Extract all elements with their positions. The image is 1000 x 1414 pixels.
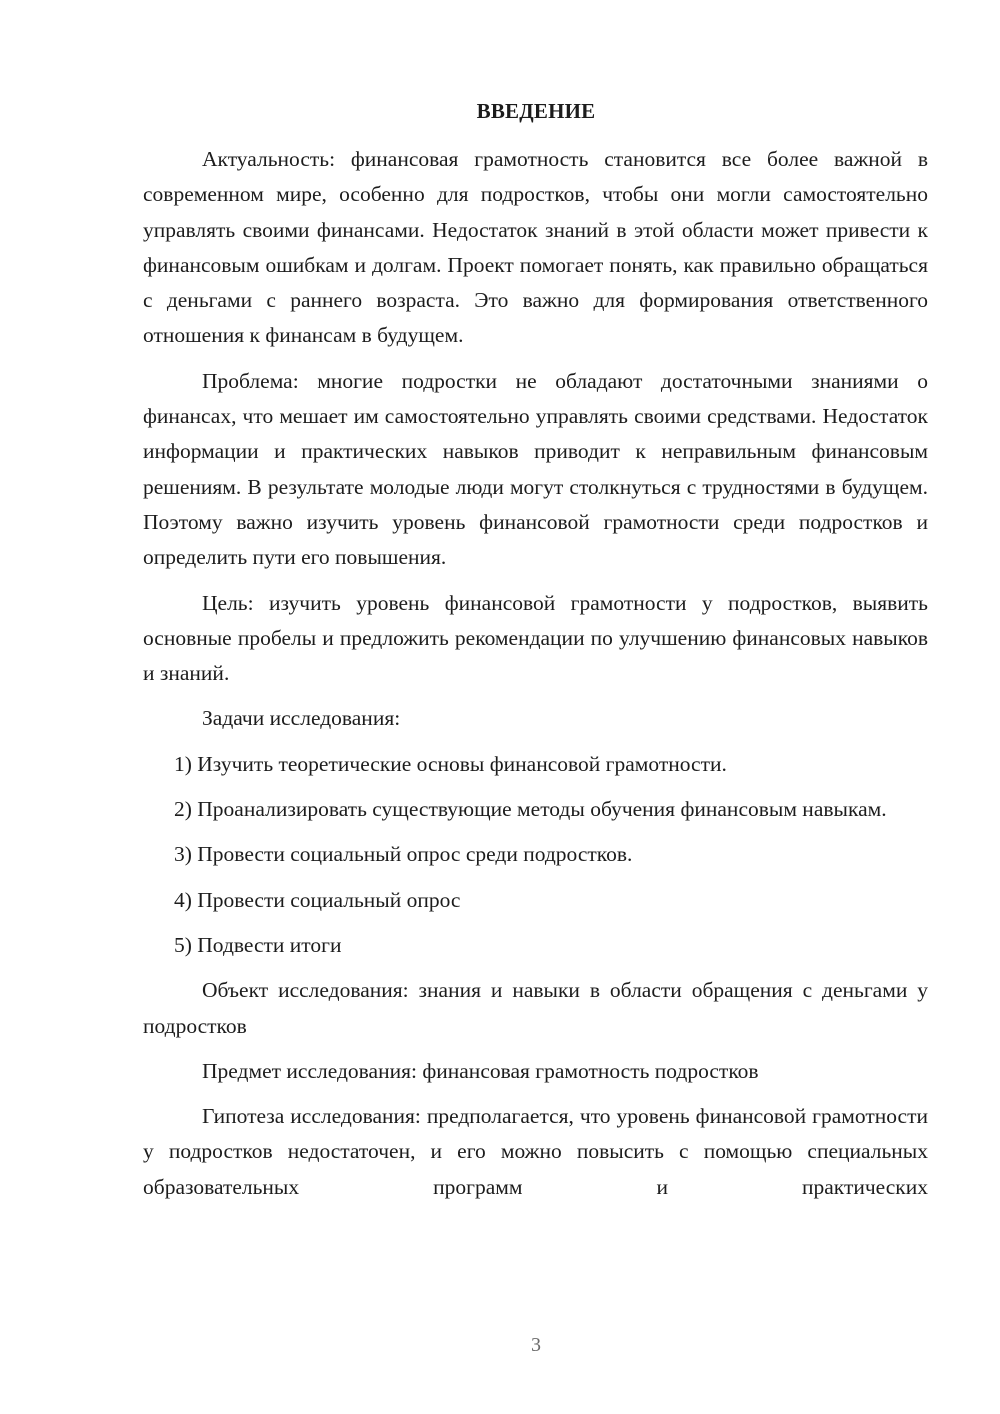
page-title: ВВЕДЕНИЕ: [476, 99, 596, 123]
task-item-3: 3) Провести социальный опрос среди подростков.: [174, 842, 633, 867]
task-item-1: 1) Изучить теоретические основы финансовой грамотности.: [174, 751, 727, 776]
paragraph-relevance: Актуальность: финансовая грамотность становится все более важной в современном мире, особенно для подростков, чтобы они могли самостоятельно управлять своими финансами. Недостаток знаний в этой области может привести к финансовым ошибкам и долгам. Проект помогает понять, как правильно обращаться с деньгами с раннего возраста. Это важно для формирования ответственного отношения к финансам в будущем.: [143, 147, 928, 348]
paragraph-subject: Предмет исследования: финансовая грамотность подростков: [202, 1058, 759, 1083]
task-item-5: 5) Подвести итоги: [174, 932, 342, 957]
paragraph-problem: Проблема: многие подростки не обладают достаточными знаниями о финансах, что мешает им самостоятельно управлять своими средствами. Недостаток информации и практических навыков приводит к неправильным финансовым решениям. В результате молодые люди могут столкнуться с трудностями в будущем. Поэтому важно изучить уровень финансовой грамотности среди подростков и определить пути его повышения.: [143, 368, 928, 570]
task-item-2: 2) Проанализировать существующие методы обучения финансовым навыкам.: [174, 797, 887, 822]
paragraph-tasks-heading: Задачи исследования:: [202, 706, 401, 731]
paragraph-object: Объект исследования: знания и навыки в области обращения с деньгами у подростков: [143, 978, 928, 1038]
paragraph-hypothesis: Гипотеза исследования: предполагается, что уровень финансовой грамотности у подростков недостаточен, и его можно повысить с помощью специальных образовательных программ и практических: [143, 1104, 928, 1199]
paragraph-goal: Цель: изучить уровень финансовой грамотности у подростков, выявить основные пробелы и предложить рекомендации по улучшению финансовых навыков и знаний.: [143, 590, 928, 686]
document-body: [143, 142, 928, 1205]
page-number: 3: [531, 1334, 541, 1356]
task-item-4: 4) Провести социальный опрос: [174, 887, 461, 912]
